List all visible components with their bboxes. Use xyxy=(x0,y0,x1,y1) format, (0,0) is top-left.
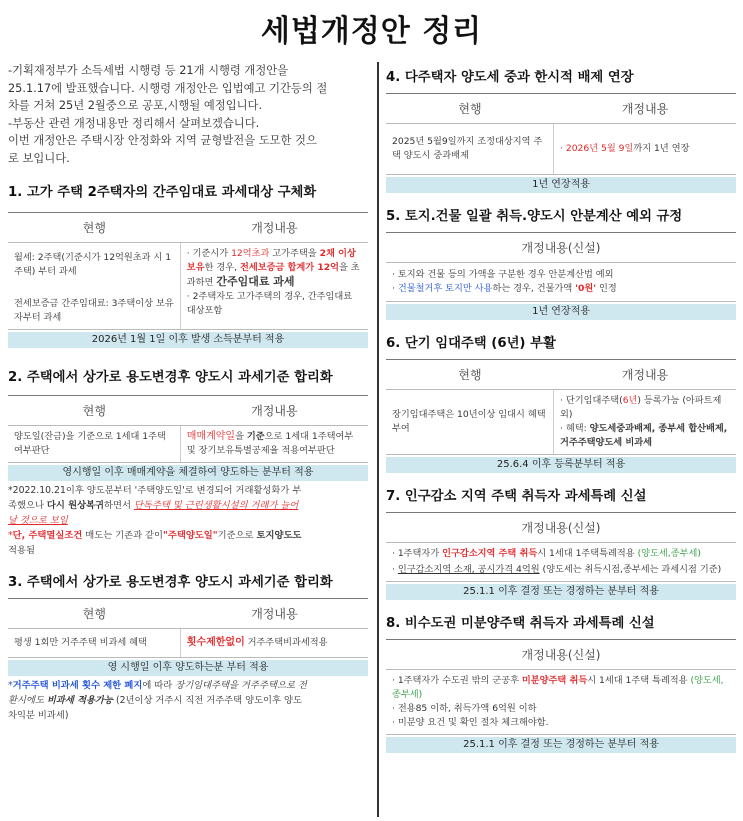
section-1-title: 1. 고가 주택 2주택자의 간주임대료 과세대상 구체화 xyxy=(8,185,317,200)
table-header xyxy=(386,640,736,670)
current-cell xyxy=(8,243,181,329)
new-text: · 인구감소지역 소재, 공시가격 4억원 (양도세는 취득시점,종부세는 과세시점 기준) xyxy=(392,564,722,575)
table-row xyxy=(386,390,736,454)
new-cell: · 2026년 5월 9일까지 1년 연장 xyxy=(560,143,690,154)
section-8-table xyxy=(386,639,736,735)
apply-date-bar: 25.6.4 이후 등록분부터 적용 xyxy=(386,457,736,473)
note: *거주주택 비과세 횟수 제한 폐지에 따라 장기임대주택을 거주주택으로 전 환시에도 비과세 적용가능 (2년이상 거주시 직전 거주주택 양도이후 양도 차익분 비과세) xyxy=(8,680,307,721)
apply-date-bar: 영 시행일 이후 양도하는분 부터 적용 xyxy=(8,660,368,676)
apply-date-bar: 2026년 1월 1일 이후 발생 소득분부터 적용 xyxy=(8,332,368,348)
current-cell: 장기임대주택은 10년이상 임대시 혜택부여 xyxy=(386,390,554,454)
new-text: · 2주택자도 고가주택의 경우, 간주임대료 대상포함 xyxy=(186,291,353,316)
table-header xyxy=(8,213,368,243)
new-cell xyxy=(181,243,368,329)
new-cell xyxy=(386,263,736,301)
right-column xyxy=(386,62,736,753)
section-6-title: 6. 단기 임대주택 (6년) 부활 xyxy=(386,336,556,351)
col-current-header: 현행 xyxy=(82,221,106,235)
new-text: · 전용85 이하, 취득가액 6억원 이하 xyxy=(392,703,537,714)
column-divider xyxy=(377,62,379,817)
apply-date-bar: 1년 연장적용 xyxy=(386,304,736,320)
new-cell: 매매계약일을 기준으로 1세대 1주택여부 및 장기보유특별공제율 적용여부판단 xyxy=(186,431,354,456)
col-current-header: 현행 xyxy=(82,607,106,621)
intro-text xyxy=(8,62,368,167)
apply-date-bar: 1년 연장적용 xyxy=(386,177,736,193)
apply-date-bar: 25.1.1 이후 결정 또는 경정하는 분부터 적용 xyxy=(386,584,736,600)
table-row xyxy=(8,629,368,657)
section-6-table xyxy=(386,359,736,455)
new-text: · 미분양 요건 및 확인 절차 체크해야함. xyxy=(392,717,549,728)
new-text: · 토지와 건물 등의 가액을 구분한 경우 안분계산법 예외 xyxy=(392,269,614,280)
table-header xyxy=(386,513,736,543)
new-text: · 1주택자가 수도권 밖의 군공후 미분양주택 취득시 1세대 1주택 특례적용 (양도세,종부세) xyxy=(392,675,724,700)
new-text: · 단기임대주택(6년) 등록가능 (아파트제외) xyxy=(560,395,722,420)
section-5-table xyxy=(386,232,736,302)
apply-date-bar: 영시행일 이후 매매계약을 체결하여 양도하는 분부터 적용 xyxy=(8,465,368,481)
col-current-header: 현행 xyxy=(82,404,106,418)
section-7-table xyxy=(386,512,736,582)
col-new-header: 개정내용(신설) xyxy=(521,648,601,662)
section-7-title: 7. 인구감소 지역 주택 취득자 과세특례 신설 xyxy=(386,489,647,504)
table-header xyxy=(386,94,736,124)
section-3-table xyxy=(8,598,368,658)
current-cell: 평생 1회만 거주주택 비과세 혜택 xyxy=(8,629,181,657)
left-column xyxy=(8,62,368,723)
current-text: 월세: 2주택(기준시가 12억원초과 시 1주택) 부터 과세 xyxy=(14,252,172,277)
new-text: · 혜택: 양도세중과배제, 종부세 합산배제, 거주주택양도세 비과세 xyxy=(560,423,728,448)
section-8-title: 8. 비수도권 미분양주택 취득자 과세특례 신설 xyxy=(386,616,655,631)
page-title: 세법개정안 정리 xyxy=(260,14,483,49)
col-new-header: 개정내용(신설) xyxy=(521,241,601,255)
col-new-header: 개정내용 xyxy=(621,368,669,382)
col-new-header: 개정내용(신설) xyxy=(521,521,601,535)
new-cell xyxy=(386,543,736,581)
col-current-header: 현행 xyxy=(458,368,482,382)
table-row xyxy=(8,243,368,329)
intro-line: -부동산 관련 개정내용만 정리해서 살펴보겠습니다. xyxy=(8,116,260,130)
section-5-title: 5. 토지.건물 일괄 취득.양도시 안분계산 예외 규정 xyxy=(386,209,683,224)
col-new-header: 개정내용 xyxy=(251,221,298,235)
col-new-header: 개정내용 xyxy=(251,404,298,418)
new-text: · 건물철거후 토지만 사용하는 경우, 건물가액 '0원' 인정 xyxy=(392,283,617,294)
table-row xyxy=(8,426,368,462)
table-header xyxy=(8,599,368,629)
section-2-table xyxy=(8,395,368,463)
table-header xyxy=(386,360,736,390)
new-text: · 기준시가 12억초과 고가주택을 2채 이상 보유한 경우, 전세보증금 합계가 12억을 초과하면 간주임대료 과세 xyxy=(186,248,360,288)
table-row xyxy=(386,124,736,174)
current-text: 전세보증금 간주임대료: 3주택이상 보유자부터 과세 xyxy=(14,298,174,323)
col-new-header: 개정내용 xyxy=(251,607,298,621)
apply-date-bar: 25.1.1 이후 결정 또는 경정하는 분부터 적용 xyxy=(386,737,736,753)
section-4-title: 4. 다주택자 양도세 중과 한시적 배제 연장 xyxy=(386,70,634,85)
new-cell: 횟수제한없이 거주주택비과세적용 xyxy=(186,637,328,648)
new-text: · 1주택자가 인구감소지역 주택 취득시 1세대 1주택특례적용 (양도세,종부세) xyxy=(392,548,701,559)
intro-line: -기획재정부가 소득세법 시행령 등 21개 시행령 개정안을 xyxy=(8,64,289,77)
section-2-title: 2. 주택에서 상가로 용도변경후 양도시 과세기준 합리화 xyxy=(8,370,333,385)
col-new-header: 개정내용 xyxy=(621,102,669,116)
intro-line: 로 보입니다. xyxy=(8,151,70,165)
section-4-table xyxy=(386,93,736,175)
intro-line: 이번 개정안은 주택시장 안정화와 지역 균형발전을 도모한 것으 xyxy=(8,134,317,147)
table-header xyxy=(8,396,368,426)
intro-line: 25.1.17에 발표했습니다. 시행령 개정안은 입법예고 기간등의 절 xyxy=(8,81,328,95)
note: *2022.10.21이후 양도분부터 '주택양도일'로 변경되어 거래활성화가 부 족했으나 다시 원상복귀하면서 단독주택 및 근린생활시설의 거래가 늘어 날 것으로 보임 *단, 주택멸실조건 매도는 기존과 같이"주택양도일"기준으로 토지양도도 적용됨 xyxy=(8,485,302,556)
new-cell xyxy=(386,670,736,734)
current-cell: 양도일(잔금)을 기준으로 1세대 1주택 여부판단 xyxy=(8,426,181,462)
section-3-title: 3. 주택에서 상가로 용도변경후 양도시 과세기준 합리화 xyxy=(8,575,333,590)
current-cell: 2025년 5월9일까지 조정대상지역 주택 양도시 중과배제 xyxy=(386,124,554,174)
intro-line: 차를 거쳐 25년 2월중으로 공포,시행될 예정입니다. xyxy=(8,99,263,112)
col-current-header: 현행 xyxy=(458,102,482,116)
table-header xyxy=(386,233,736,263)
new-cell xyxy=(554,390,736,454)
section-1-table xyxy=(8,212,368,330)
